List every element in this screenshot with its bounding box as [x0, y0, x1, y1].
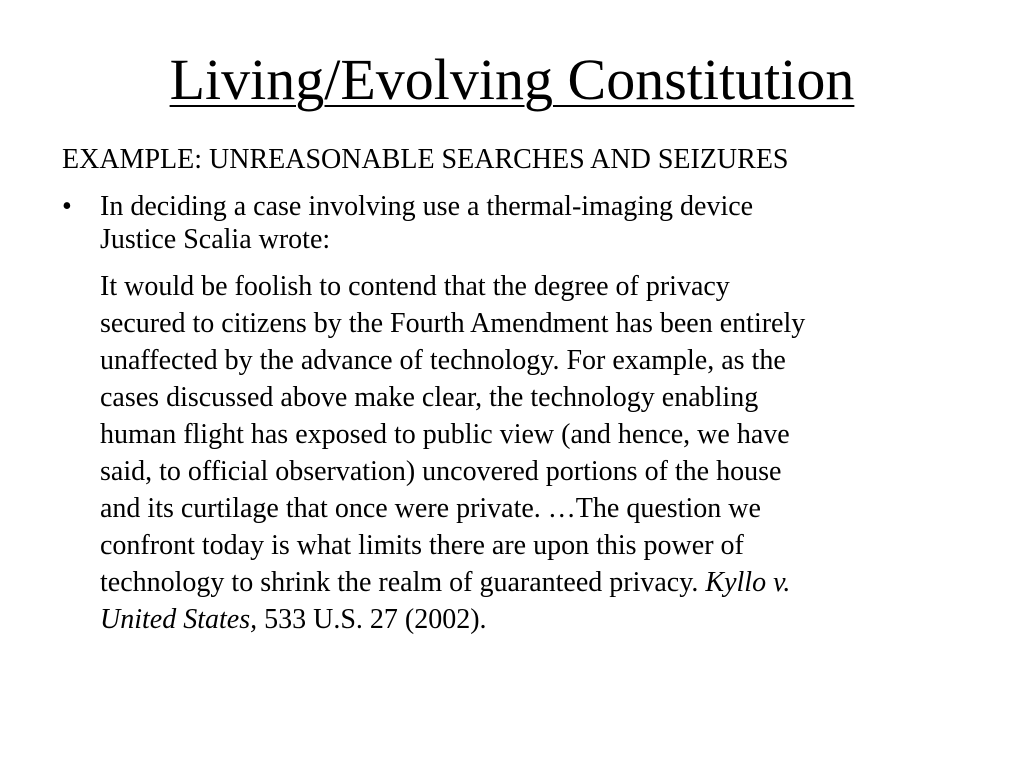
slide-title: [0, 44, 1024, 116]
scalia-quote: [100, 268, 970, 638]
slide-title-text: Living/Evolving Constitution: [169, 47, 855, 112]
bullet-line-1: In deciding a case involving use a thermal-imaging device: [100, 191, 754, 222]
example-heading: EXAMPLE: UNREASONABLE SEARCHES AND SEIZURES: [62, 144, 789, 175]
quote-line-8: confront today is what limits there are upon this power of: [100, 530, 744, 561]
citation-case-name-part1: Kyllo v.: [705, 567, 791, 598]
slide-content: [62, 141, 982, 638]
quote-line-1: It would be foolish to contend that the degree of privacy: [100, 271, 730, 302]
quote-line-10: [100, 601, 970, 638]
quote-line-9-text: technology to shrink the realm of guaranteed privacy.: [100, 567, 706, 598]
bullet-item: [62, 190, 982, 256]
citation-reporter: 533 U.S. 27 (2002).: [257, 604, 487, 635]
quote-line-5: human flight has exposed to public view (and hence, we have: [100, 419, 790, 450]
bullet-marker: •: [62, 191, 72, 222]
quote-line-2: secured to citizens by the Fourth Amendment has been entirely: [100, 308, 806, 339]
citation-case-name-part2: United States,: [100, 604, 258, 635]
quote-line-9: [100, 564, 970, 601]
quote-line-7: and its curtilage that once were private. …The question we: [100, 493, 761, 524]
quote-line-4: cases discussed above make clear, the technology enabling: [100, 382, 759, 413]
quote-line-3: unaffected by the advance of technology. For example, as the: [100, 345, 786, 376]
bullet-line-2: Justice Scalia wrote:: [100, 224, 331, 255]
bullet-text: [100, 190, 982, 256]
quote-line-6: said, to official observation) uncovered portions of the house: [100, 456, 782, 487]
